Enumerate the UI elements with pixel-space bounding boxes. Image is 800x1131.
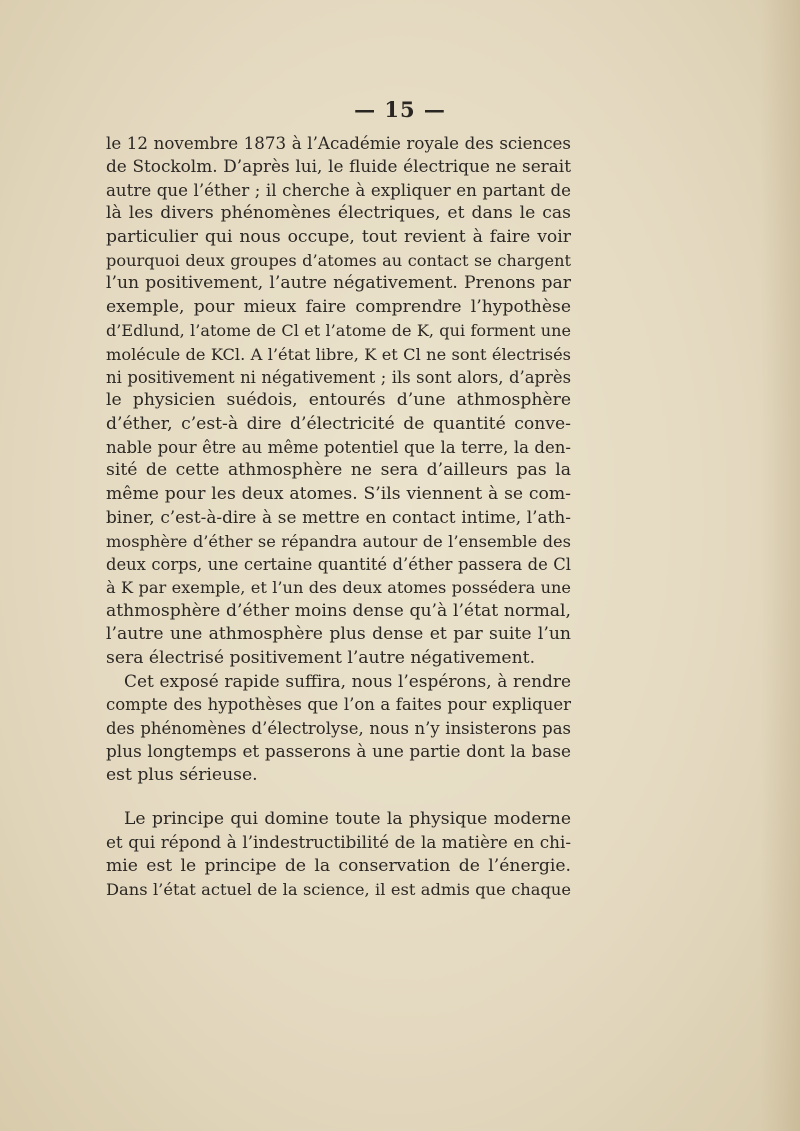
page-number: — 15 — (354, 97, 446, 122)
text-line: le physicien suédois, entourés d’une athmosphère (106, 390, 571, 411)
text-line: Le principe qui domine toute la physique moderne (124, 808, 571, 829)
text-line: nable pour être au même potentiel que la terre, la den- (106, 438, 571, 458)
text-line: molécule de KCl. A l’état libre, K et Cl ne sont électrisés (106, 344, 571, 364)
text-line: Dans l’état actuel de la science, il est admis que chaque (106, 880, 571, 900)
text-line: athmosphère d’éther moins dense qu’à l’état normal, (106, 600, 571, 621)
text-line: deux corps, une certaine quantité d’éther passera de Cl (106, 555, 571, 575)
text-line: biner, c’est-à-dire à se mettre en contact intime, l’ath- (106, 507, 571, 528)
text-line: l’autre une athmosphère plus dense et par suite l’un (106, 624, 571, 645)
paragraph (106, 670, 571, 787)
text-line: sité de cette athmosphère ne sera d’ailleurs pas la (106, 460, 571, 481)
text-line: d’éther, c’est-à dire d’électricité de quantité conve- (106, 413, 571, 434)
text-line: l’un positivement, l’autre négativement. Prenons par (106, 273, 571, 294)
text-line: là les divers phénomènes électriques, et dans le cas (106, 203, 571, 224)
text-line: d’Edlund, l’atome de Cl et l’atome de K, qui forment une (106, 321, 571, 341)
paragraph (106, 808, 571, 902)
text-line: même pour les deux atomes. S’ils viennent à se com- (106, 483, 571, 504)
text-line: pourquoi deux groupes d’atomes au contact se chargent (106, 250, 571, 270)
text-line: à K par exemple, et l’un des deux atomes possédera une (106, 578, 571, 598)
text-line: et qui répond à l’indestructibilité de la matière en chi- (106, 832, 571, 853)
text-line: plus longtemps et passerons à une partie dont la base (106, 741, 571, 762)
body-text (106, 132, 571, 902)
text-line: particulier qui nous occupe, tout revient à faire voir (106, 226, 571, 247)
paragraph-spacer (106, 787, 571, 808)
paragraph (106, 132, 571, 670)
text-line: mie est le principe de la conservation de l’énergie. (106, 855, 571, 876)
text-line: de Stockolm. D’après lui, le fluide électrique ne serait (106, 156, 571, 177)
text-line: compte des hypothèses que l’on a faites pour expliquer (106, 695, 571, 715)
text-line: mosphère d’éther se répandra autour de l’ensemble des (106, 531, 571, 551)
text-line: exemple, pour mieux faire comprendre l’hypothèse (106, 296, 571, 317)
text-line: ni positivement ni négativement ; ils sont alors, d’après (106, 367, 571, 387)
text-line: des phénomènes d’électrolyse, nous n’y insisterons pas (106, 718, 571, 738)
text-line: le 12 novembre 1873 à l’Académie royale des sciences (106, 134, 571, 153)
text-line: est plus sérieuse. (106, 764, 258, 785)
text-line: autre que l’éther ; il cherche à expliquer en partant de (106, 180, 571, 200)
text-line: sera électrisé positivement l’autre négativement. (106, 647, 536, 668)
page-edge-shadow (760, 0, 800, 1131)
text-line: Cet exposé rapide suffira, nous l’espérons, à rendre (124, 670, 571, 691)
